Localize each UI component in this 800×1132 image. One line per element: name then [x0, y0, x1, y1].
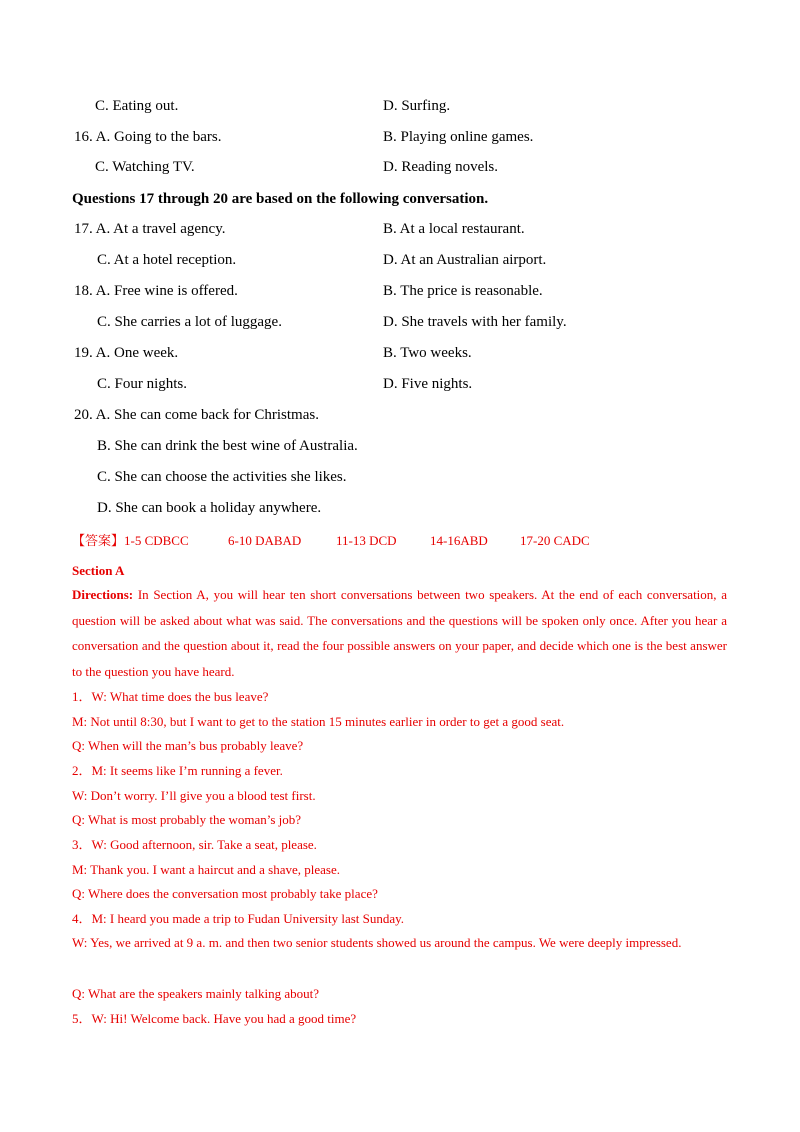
transcript-line: Q: What is most probably the woman’s job?	[72, 812, 302, 827]
transcript-line: M: Thank you. I want a haircut and a shave, please.	[72, 862, 340, 877]
q18-option-d: D. She travels with her family.	[383, 314, 567, 330]
q19-option-d: D. Five nights.	[383, 376, 473, 392]
q17-option-d: D. At an Australian airport.	[383, 252, 547, 268]
q20-option-c: C. She can choose the activities she likes.	[97, 469, 347, 485]
transcript-line: W: Don’t worry. I’ll give you a blood test first.	[72, 788, 316, 803]
q18-option-b: B. The price is reasonable.	[383, 283, 543, 299]
transcript-line: Q: Where does the conversation most probably take place?	[72, 886, 378, 901]
transcript-line: 3．W: Good afternoon, sir. Take a seat, please.	[72, 837, 317, 852]
q18-option-c: C. She carries a lot of luggage.	[97, 314, 282, 330]
transcript-line: W: Yes, we arrived at 9 a. m. and then two senior students showed us around the campus. We were deeply impressed.	[72, 935, 682, 950]
transcript-line: Q: What are the speakers mainly talking about?	[72, 986, 320, 1001]
section-heading: Questions 17 through 20 are based on the following conversation.	[72, 191, 489, 207]
transcript-line: 5．W: Hi! Welcome back. Have you had a good time?	[72, 1011, 357, 1026]
answer-key-group: 6-10 DABAD	[228, 533, 302, 548]
transcript-line: 2．M: It seems like I’m running a fever.	[72, 763, 283, 778]
q20-option-a: 20. A. She can come back for Christmas.	[74, 407, 319, 423]
q17-option-a: 17. A. At a travel agency.	[74, 221, 226, 237]
q16-option-c: C. Watching TV.	[95, 159, 195, 175]
q20-option-b: B. She can drink the best wine of Australia.	[97, 438, 358, 454]
q15-option-c: C. Eating out.	[95, 98, 179, 114]
q17-option-b: B. At a local restaurant.	[383, 221, 525, 237]
transcript-line: Q: When will the man’s bus probably leave?	[72, 738, 304, 753]
q20-option-d: D. She can book a holiday anywhere.	[97, 500, 322, 516]
directions-text: In Section A, you will hear ten short conversations between two speakers. At the end of each conversation, a question will be asked about what was said. The conversations and the questions will be spoken only once. After you hear a conversation and the question about it, read the four possible answers on your paper, and decide which one is the best answer to the question you have heard.	[72, 587, 727, 679]
q17-option-c: C. At a hotel reception.	[97, 252, 237, 268]
q16-option-d: D. Reading novels.	[383, 159, 498, 175]
transcript-line: 1．W: What time does the bus leave?	[72, 689, 269, 704]
directions-label: Directions:	[72, 587, 134, 602]
answer-key-group: 14-16ABD	[430, 533, 488, 548]
directions-paragraph	[72, 582, 727, 684]
answer-key-group: 17-20 CADC	[520, 533, 590, 548]
answer-key-group: 11-13 DCD	[336, 533, 397, 548]
q19-option-b: B. Two weeks.	[383, 345, 472, 361]
transcript-line: M: Not until 8:30, but I want to get to the station 15 minutes earlier in order to get a good seat.	[72, 714, 565, 729]
q16-option-b: B. Playing online games.	[383, 129, 534, 145]
q18-option-a: 18. A. Free wine is offered.	[74, 283, 238, 299]
q19-option-c: C. Four nights.	[97, 376, 188, 392]
section-a-title: Section A	[72, 563, 125, 578]
transcript-line: 4．M: I heard you made a trip to Fudan University last Sunday.	[72, 911, 405, 926]
q15-option-d: D. Surfing.	[383, 98, 451, 114]
answer-key-label: 【答案】1-5 CDBCC	[72, 533, 189, 548]
q19-option-a: 19. A. One week.	[74, 345, 179, 361]
q16-option-a: 16. A. Going to the bars.	[74, 129, 222, 145]
